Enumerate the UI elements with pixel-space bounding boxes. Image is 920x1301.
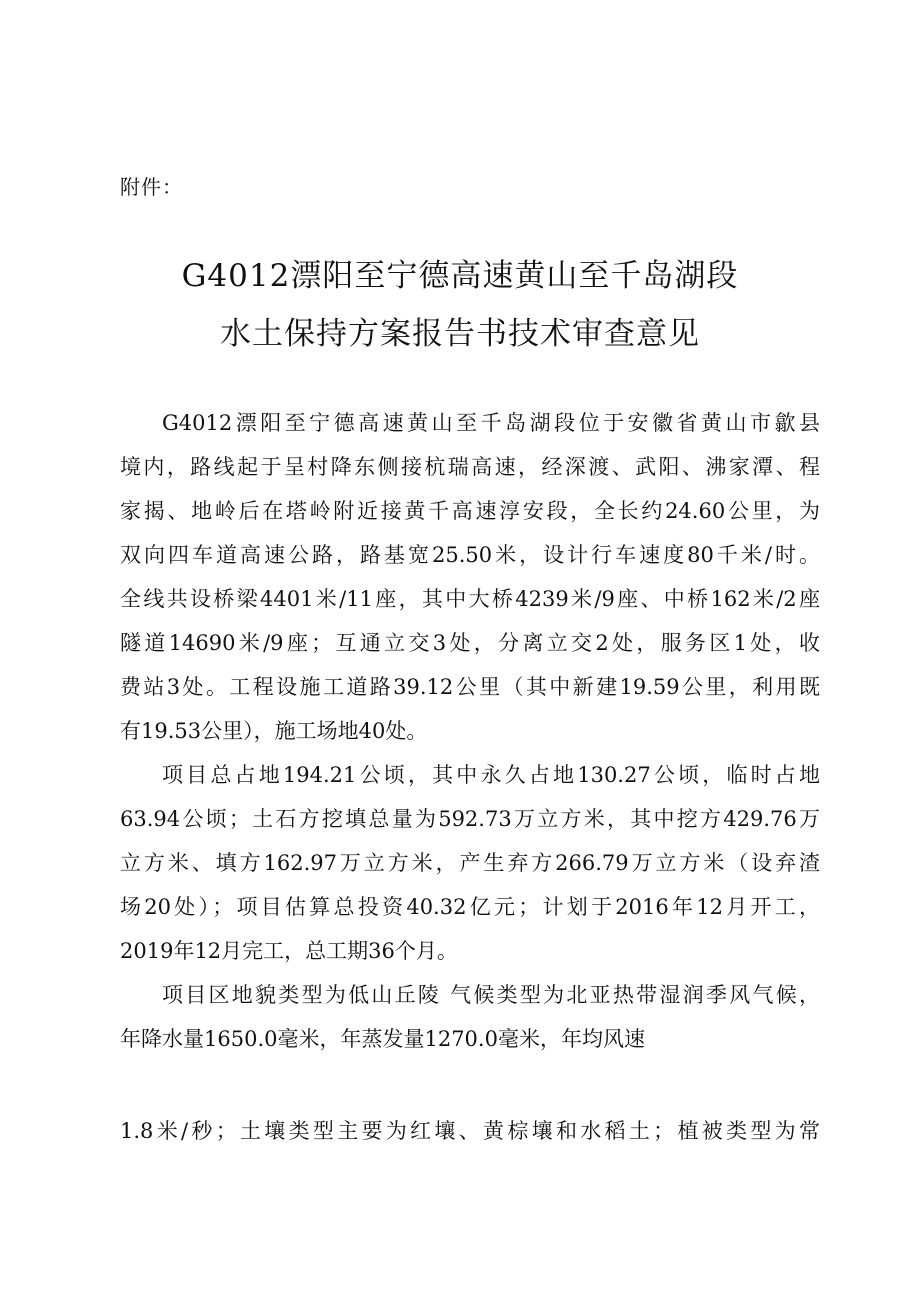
document-title-line-1: G4012漂阳至宁德高速黄山至千岛湖段 (181, 258, 739, 294)
text-line: 费站3处。工程设施工道路39.12公里（其中新建19.59公里，利用既 (120, 675, 820, 699)
document-title-line-2: 水土保持方案报告书技术审查意见 (220, 316, 700, 352)
text-line: 1.8米/秒；土壤类型主要为红壤、黄棕壤和水稻土；植被类型为常 (120, 1119, 820, 1143)
text-line: 立方米、填方162.97万立方米，产生弃方266.79万立方米（设弃渣 (120, 851, 820, 875)
text-line: 项目区地貌类型为低山丘陵 气候类型为北亚热带湿润季风气候， (162, 983, 820, 1007)
text-line: 全线共设桥梁4401米/11座，其中大桥4239米/9座、中桥162米/2座 (120, 587, 820, 611)
text-line: 项目总占地194.21公顷，其中永久占地130.27公顷，临时占地 (162, 763, 820, 787)
text-line: 年降水量1650.0毫米，年蒸发量1270.0毫米，年均风速 (120, 1027, 645, 1051)
text-line: 有19.53公里），施工场地40处。 (120, 719, 428, 743)
text-line: 双向四车道高速公路，路基宽25.50米，设计行车速度80千米/时。 (120, 543, 820, 567)
text-line: 家揭、地岭后在塔岭附近接黄千高速淳安段，全长约24.60公里，为 (120, 499, 820, 523)
text-line: G4012漂阳至宁德高速黄山至千岛湖段位于安徽省黄山市歙县 (162, 411, 820, 435)
attachment-label: 附件： (120, 175, 183, 199)
text-line: 2019年12月完工，总工期36个月。 (120, 939, 458, 963)
text-line: 63.94公顷；土石方挖填总量为592.73万立方米，其中挖方429.76万 (120, 807, 820, 831)
text-line: 隧道14690米/9座；互通立交3处，分离立交2处，服务区1处，收 (120, 631, 820, 655)
text-line: 境内，路线起于呈村降东侧接杭瑞高速，经深渡、武阳、沸家潭、程 (120, 455, 820, 479)
text-line: 场20处）；项目估算总投资40.32亿元；计划于2016年12月开工， (120, 895, 820, 919)
